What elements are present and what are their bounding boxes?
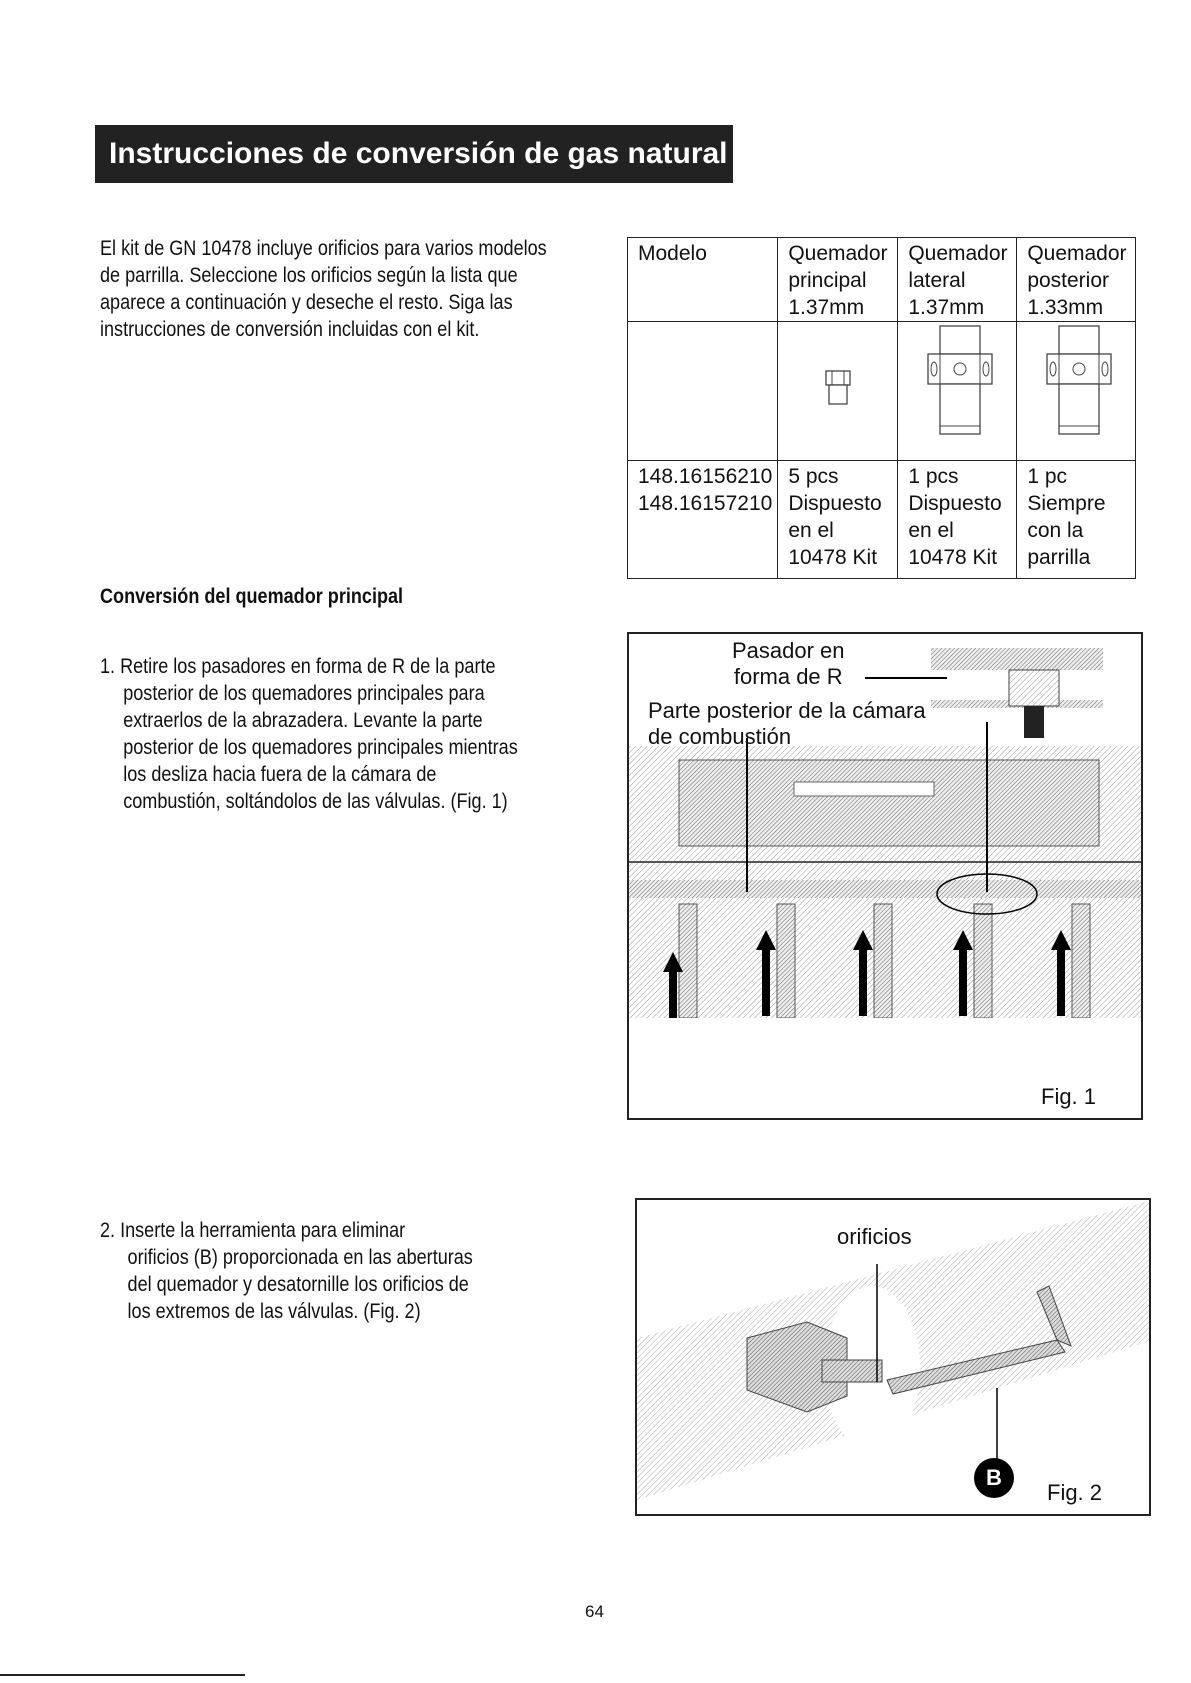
callout-r-pin: Pasador en forma de R [732, 638, 845, 689]
header-cell-lateral: Quemador lateral 1.37mm [898, 238, 1017, 322]
table-header-row [628, 238, 1136, 322]
header-cell-posterior: Quemador posterior 1.33mm [1017, 238, 1136, 322]
header-cell-principal: Quemador principal 1.37mm [778, 238, 898, 322]
section-heading: Conversión del quemador principal [100, 585, 404, 608]
large-orifice-icon [898, 322, 1016, 453]
model-cell: 148.16156210 148.16157210 [628, 461, 778, 579]
footer-rule [0, 1674, 245, 1676]
step-line: los extremos de las válvulas. (Fig. 2) [127, 1300, 421, 1323]
step-line: orificios (B) proporcionada en las aberturas [127, 1246, 473, 1269]
large-orifice-icon [1017, 322, 1135, 453]
callout-orifices: orificios [837, 1224, 912, 1249]
badge-b: B [974, 1458, 1014, 1498]
step-line: combustión, soltándolos de las válvulas. (Fig. 1) [123, 790, 508, 813]
orifice-table [627, 237, 1136, 579]
page-title: Instrucciones de conversión de gas natural [95, 125, 733, 183]
empty-cell [628, 322, 778, 461]
figure-2 [635, 1198, 1151, 1516]
fig-2-label: Fig. 2 [1047, 1480, 1103, 1505]
intro-line: instrucciones de conversión incluidas con el kit. [100, 318, 480, 341]
fig-1-label: Fig. 1 [1041, 1084, 1097, 1109]
step-line: 2. Inserte la herramienta para eliminar [100, 1219, 406, 1242]
table-image-row [628, 322, 1136, 461]
intro-paragraph [100, 235, 547, 343]
page-number: 64 [585, 1602, 604, 1621]
header-cell-modelo: Modelo [628, 238, 778, 322]
step-line: del quemador y desatornille los orificios de [127, 1273, 469, 1296]
table-row [628, 461, 1136, 579]
lateral-qty-cell: 1 pcs Dispuesto en el 10478 Kit [898, 461, 1017, 579]
figure-1 [627, 632, 1143, 1120]
intro-line: El kit de GN 10478 incluye orificios para varios modelos [100, 237, 547, 260]
principal-qty-cell: 5 pcs Dispuesto en el 10478 Kit [778, 461, 898, 579]
step-line: posterior de los quemadores principales mientras [123, 736, 518, 759]
orifice-large-cell [898, 322, 1017, 461]
orifice-large-cell [1017, 322, 1136, 461]
step-line: 1. Retire los pasadores en forma de R de la parte [100, 655, 496, 678]
orifice-small-cell [778, 322, 898, 461]
small-orifice-icon [778, 322, 897, 453]
step-line: los desliza hacia fuera de la cámara de [123, 763, 437, 786]
step-line: extraerlos de la abrazadera. Levante la parte [123, 709, 483, 732]
intro-line: aparece a continuación y deseche el resto. Siga las [100, 291, 513, 314]
intro-line: de parrilla. Seleccione los orificios según la lista que [100, 264, 518, 287]
step-line: posterior de los quemadores principales para [123, 682, 485, 705]
step-2 [100, 1217, 473, 1325]
step-1 [100, 653, 518, 815]
callout-chamber: Parte posterior de la cámara de combustión [648, 698, 926, 749]
posterior-qty-cell: 1 pc Siempre con la parrilla [1017, 461, 1136, 579]
